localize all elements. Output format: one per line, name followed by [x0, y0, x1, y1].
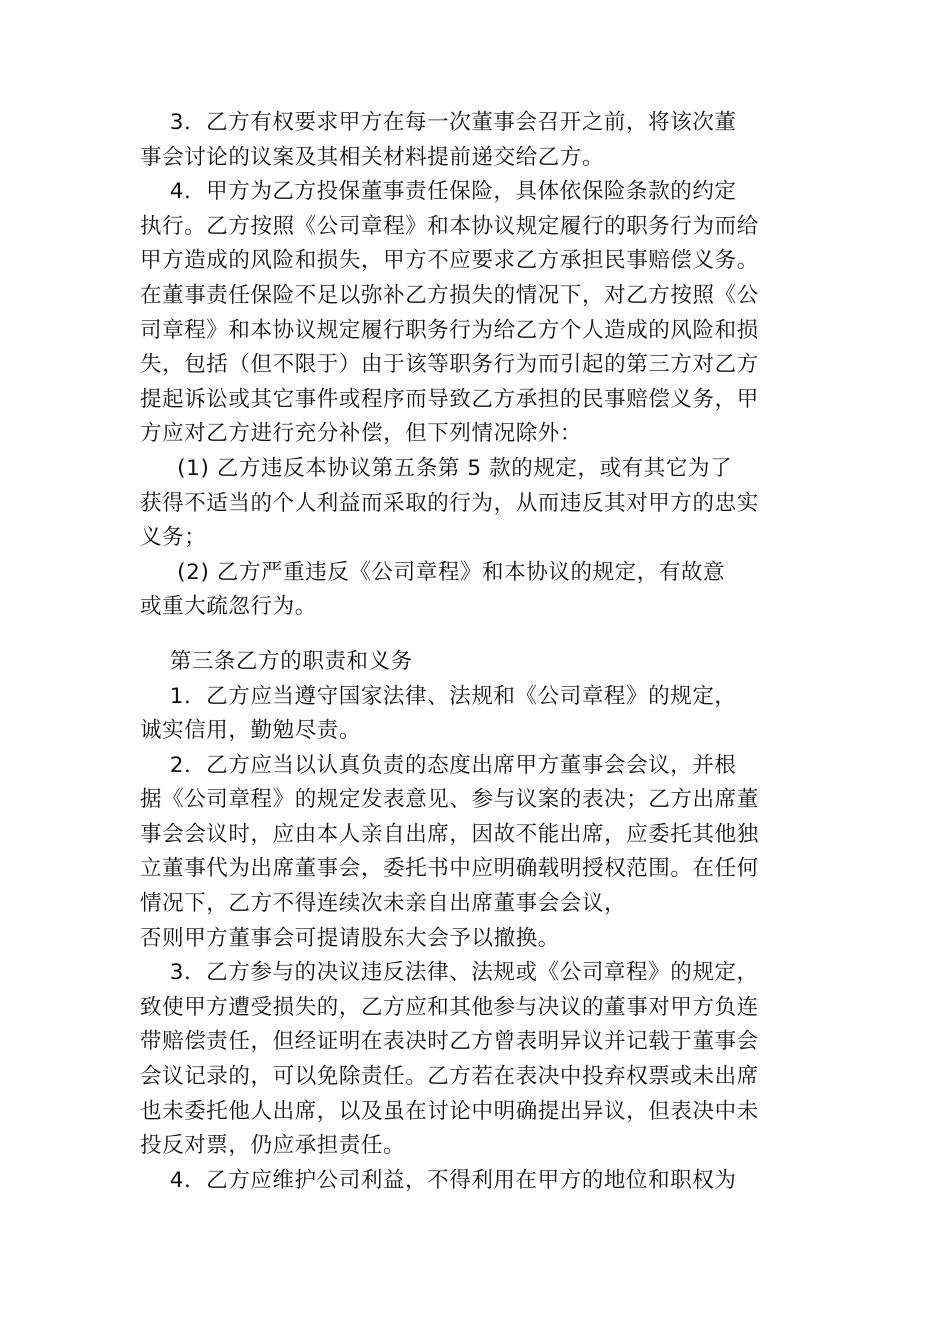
- text-line: 4．乙方应维护公司利益，不得利用在甲方的地位和职权为: [140, 1167, 737, 1193]
- text-line: 第三条乙方的职责和义务: [140, 648, 413, 674]
- text-line: 否则甲方董事会可提请股东大会予以撤换。: [140, 925, 560, 951]
- text-line: 2．乙方应当以认真负责的态度出席甲方董事会会议，并根: [140, 752, 737, 778]
- paragraph: [140, 556, 795, 625]
- paragraph-gap: [140, 625, 795, 645]
- text-line: 或重大疏忽行为。: [140, 594, 317, 620]
- text-line: 3．乙方有权要求甲方在每一次董事会召开之前，将该次董: [140, 110, 737, 135]
- text-line: 事会会议时，应由本人亲自出席，因故不能出席，应委托其他独: [140, 821, 759, 847]
- text-line: 诚实信用，勤勉尽责。: [140, 718, 362, 744]
- text-line: 提起诉讼或其它事件或程序而导致乙方承担的民事赔偿义务，甲: [140, 386, 759, 412]
- text-line: 投反对票，仍应承担责任。: [140, 1133, 406, 1159]
- text-line: 义务；: [140, 525, 207, 551]
- text-line: 方应对乙方进行充分补偿，但下列情况除外：: [140, 421, 583, 447]
- text-line: (2) 乙方严重违反《公司章程》和本协议的规定，有故意: [140, 559, 726, 585]
- paragraph: [140, 106, 795, 175]
- paragraph: [140, 645, 795, 680]
- text-line: 失，包括（但不限于）由于该等职务行为而引起的第三方对乙方: [140, 352, 759, 378]
- text-line: 致使甲方遭受损失的，乙方应和其他参与决议的董事对甲方负连: [140, 994, 759, 1020]
- text-line: 甲方造成的风险和损失，甲方不应要求乙方承担民事赔偿义务。: [140, 248, 759, 274]
- text-line: 带赔偿责任，但经证明在表决时乙方曾表明异议并记载于董事会: [140, 1029, 759, 1055]
- paragraph: [140, 452, 795, 556]
- text-line: (1) 乙方违反本协议第五条第 5 款的规定，或有其它为了: [140, 455, 733, 481]
- text-line: 1．乙方应当遵守国家法律、法规和《公司章程》的规定，: [140, 683, 737, 709]
- paragraph: [140, 175, 795, 452]
- text-line: 事会讨论的议案及其相关材料提前递交给乙方。: [140, 144, 605, 170]
- text-line: 获得不适当的个人利益而采取的行为，从而违反其对甲方的忠实: [140, 490, 759, 516]
- text-line: 立董事代为出席董事会，委托书中应明确载明授权范围。在任何: [140, 856, 759, 882]
- document-body: [140, 106, 795, 1198]
- text-line: 执行。乙方按照《公司章程》和本协议规定履行的职务行为而给: [140, 213, 759, 239]
- text-line: 也未委托他人出席，以及虽在讨论中明确提出异议，但表决中未: [140, 1098, 759, 1124]
- paragraph: [140, 749, 795, 957]
- text-line: 3．乙方参与的决议违反法律、法规或《公司章程》的规定，: [140, 960, 759, 986]
- text-line: 会议记录的，可以免除责任。乙方若在表决中投弃权票或未出席: [140, 1064, 759, 1090]
- paragraph: [140, 956, 795, 1164]
- paragraph: [140, 680, 795, 749]
- text-line: 情况下，乙方不得连续次未亲自出席董事会会议，: [140, 891, 627, 917]
- paragraph: [140, 1164, 795, 1199]
- text-line: 4．甲方为乙方投保董事责任保险，具体依保险条款的约定: [140, 179, 737, 205]
- text-line: 在董事责任保险不足以弥补乙方损失的情况下，对乙方按照《公: [140, 282, 759, 308]
- text-line: 司章程》和本协议规定履行职务行为给乙方个人造成的风险和损: [140, 317, 759, 343]
- text-line: 据《公司章程》的规定发表意见、参与议案的表决；乙方出席董: [140, 787, 759, 813]
